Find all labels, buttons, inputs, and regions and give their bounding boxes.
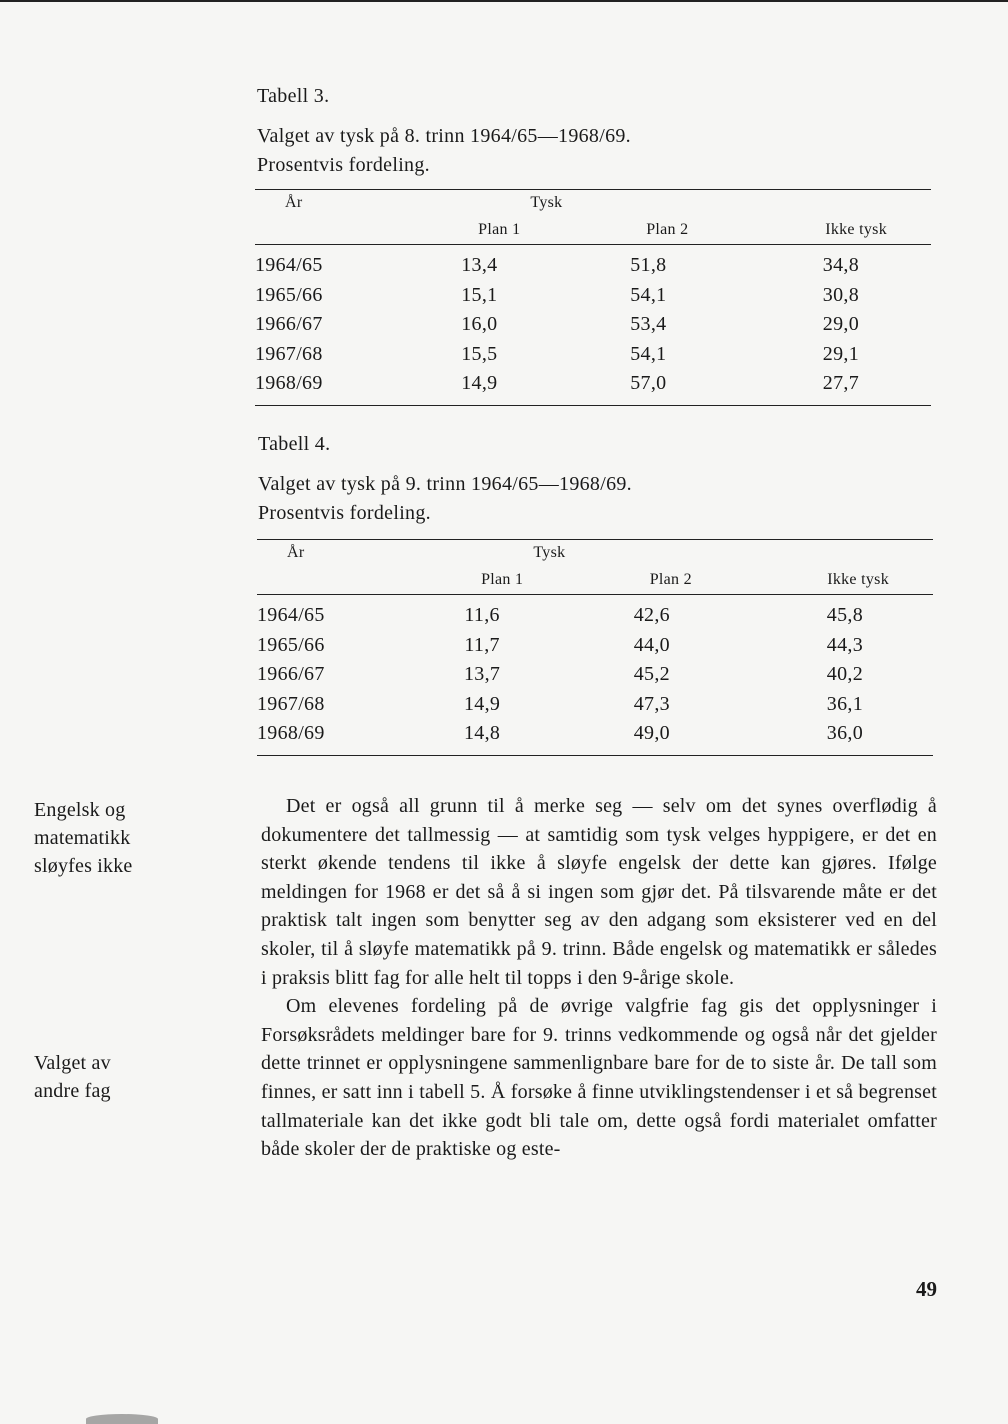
top-edge-rule [0, 0, 1008, 2]
header-plan2: Plan 2 [526, 216, 732, 245]
table4-title: Valget av tysk på 9. trinn 1964/65—1968/69. [258, 473, 632, 495]
margin-note-line: Engelsk og [34, 799, 126, 821]
cell-year: 1968/69 [255, 369, 432, 405]
table-row [255, 245, 931, 281]
cell-plan2: 51,8 [630, 254, 667, 277]
cell-plan1: 13,7 [464, 663, 501, 686]
cell-year: 1967/68 [255, 342, 323, 365]
table4-label: Tabell 4. [258, 433, 331, 455]
cell-ikke-tysk: 29,1 [822, 342, 859, 365]
cell-plan1: 16,0 [461, 313, 498, 336]
page-number: 49 [916, 1277, 937, 1301]
cell-plan1: 15,5 [461, 342, 498, 365]
margin-note-line: Valget av [34, 1052, 111, 1074]
margin-note-engelsk [34, 796, 133, 880]
scan-smudge [86, 1414, 158, 1424]
cell-plan2: 44,0 [633, 633, 670, 656]
table-row [255, 340, 931, 370]
header-year: År [257, 540, 435, 567]
cell-year: 1964/65 [257, 604, 325, 627]
table-row [255, 310, 931, 340]
cell-ikke-tysk: 36,0 [736, 719, 933, 755]
cell-plan1: 14,9 [432, 369, 526, 405]
cell-ikke-tysk: 44,3 [826, 633, 863, 656]
cell-year: 1964/65 [255, 254, 323, 277]
header-plan2: Plan 2 [529, 566, 736, 595]
cell-plan2: 42,6 [633, 604, 670, 627]
table4-caption [258, 430, 632, 528]
cell-year: 1965/66 [257, 633, 325, 656]
cell-plan2: 54,1 [630, 342, 667, 365]
cell-ikke-tysk: 40,2 [826, 663, 863, 686]
table4 [257, 539, 933, 756]
cell-ikke-tysk: 30,8 [822, 283, 859, 306]
table-row [257, 719, 933, 755]
header-ikke-tysk: Ikke tysk [736, 566, 933, 595]
cell-plan2: 53,4 [630, 313, 667, 336]
cell-plan1: 13,4 [461, 254, 498, 277]
margin-note-line: andre fag [34, 1080, 111, 1102]
cell-plan1: 11,6 [464, 604, 500, 627]
table3-label: Tabell 3. [257, 85, 330, 107]
cell-year: 1968/69 [257, 719, 435, 755]
table3-title: Valget av tysk på 8. trinn 1964/65—1968/69. [257, 125, 631, 147]
header-plan1: Plan 1 [432, 216, 526, 245]
table-row [255, 369, 931, 405]
table-row [257, 595, 933, 631]
paragraph: Det er også all grunn til å merke seg — selv om det synes overflødig å dokumentere det tallmessig — at samtidig som tysk velges hyppigere, er det en sterkt økende tendens til ikke å sløyfe engelsk der dette kan gjøres. Ifølge meldingen for 1968 er det så å si ingen som gjør det. På tilsvarende måte er det praktisk talt ingen som benytter seg av den adgang som eksisterer ved en del skoler, til å sløyfe matematikk på 9. trinn. Både engelsk og matematikk er således i praksis blitt fag for alle helt til topps i den 9-årige skole. [261, 795, 937, 989]
margin-note-valget [34, 1049, 111, 1105]
cell-year: 1966/67 [255, 313, 323, 336]
cell-year: 1965/66 [255, 283, 323, 306]
table-row [257, 690, 933, 720]
table3 [255, 189, 931, 406]
cell-plan2: 45,2 [633, 663, 670, 686]
header-year: År [255, 190, 432, 217]
cell-plan1: 14,9 [464, 692, 501, 715]
header-ikke-tysk: Ikke tysk [732, 216, 931, 245]
table-row [257, 660, 933, 690]
cell-plan2: 47,3 [633, 692, 670, 715]
cell-plan1: 11,7 [464, 633, 500, 656]
cell-year: 1966/67 [257, 663, 325, 686]
cell-plan1: 15,1 [461, 283, 498, 306]
cell-year: 1967/68 [257, 692, 325, 715]
paragraph: Om elevenes fordeling på de øvrige valgfrie fag gis det opplysninger i Forsøksrådets meldinger bare for 9. trinns vedkommende og også når det gjelder dette trinnet er opplysningene sammenlignbare bare for de to siste år. De tall som finnes, er satt inn i tabell 5. Å forsøke å finne utviklingstendenser i et så begrenset tallmateriale kan det ikke godt bli tale om, dette også fordi materialet omfatter både skoler der de praktiske og este- [261, 995, 937, 1161]
table4-subtitle: Prosentvis fordeling. [258, 502, 431, 524]
cell-plan2: 49,0 [529, 719, 736, 755]
cell-ikke-tysk: 27,7 [732, 369, 931, 405]
cell-plan2: 54,1 [630, 283, 667, 306]
table3-subtitle: Prosentvis fordeling. [257, 154, 430, 176]
cell-ikke-tysk: 36,1 [826, 692, 863, 715]
cell-ikke-tysk: 29,0 [822, 313, 859, 336]
cell-ikke-tysk: 34,8 [822, 254, 859, 277]
margin-note-line: sløyfes ikke [34, 855, 133, 877]
table-row [257, 631, 933, 661]
table-row [255, 281, 931, 311]
body-text [261, 792, 937, 1164]
header-group-tysk: Tysk [529, 540, 933, 567]
cell-plan1: 14,8 [435, 719, 529, 755]
header-plan1: Plan 1 [435, 566, 529, 595]
margin-note-line: matematikk [34, 827, 131, 849]
table3-caption [257, 82, 631, 180]
cell-ikke-tysk: 45,8 [826, 604, 863, 627]
cell-plan2: 57,0 [526, 369, 732, 405]
header-group-tysk: Tysk [526, 190, 931, 217]
